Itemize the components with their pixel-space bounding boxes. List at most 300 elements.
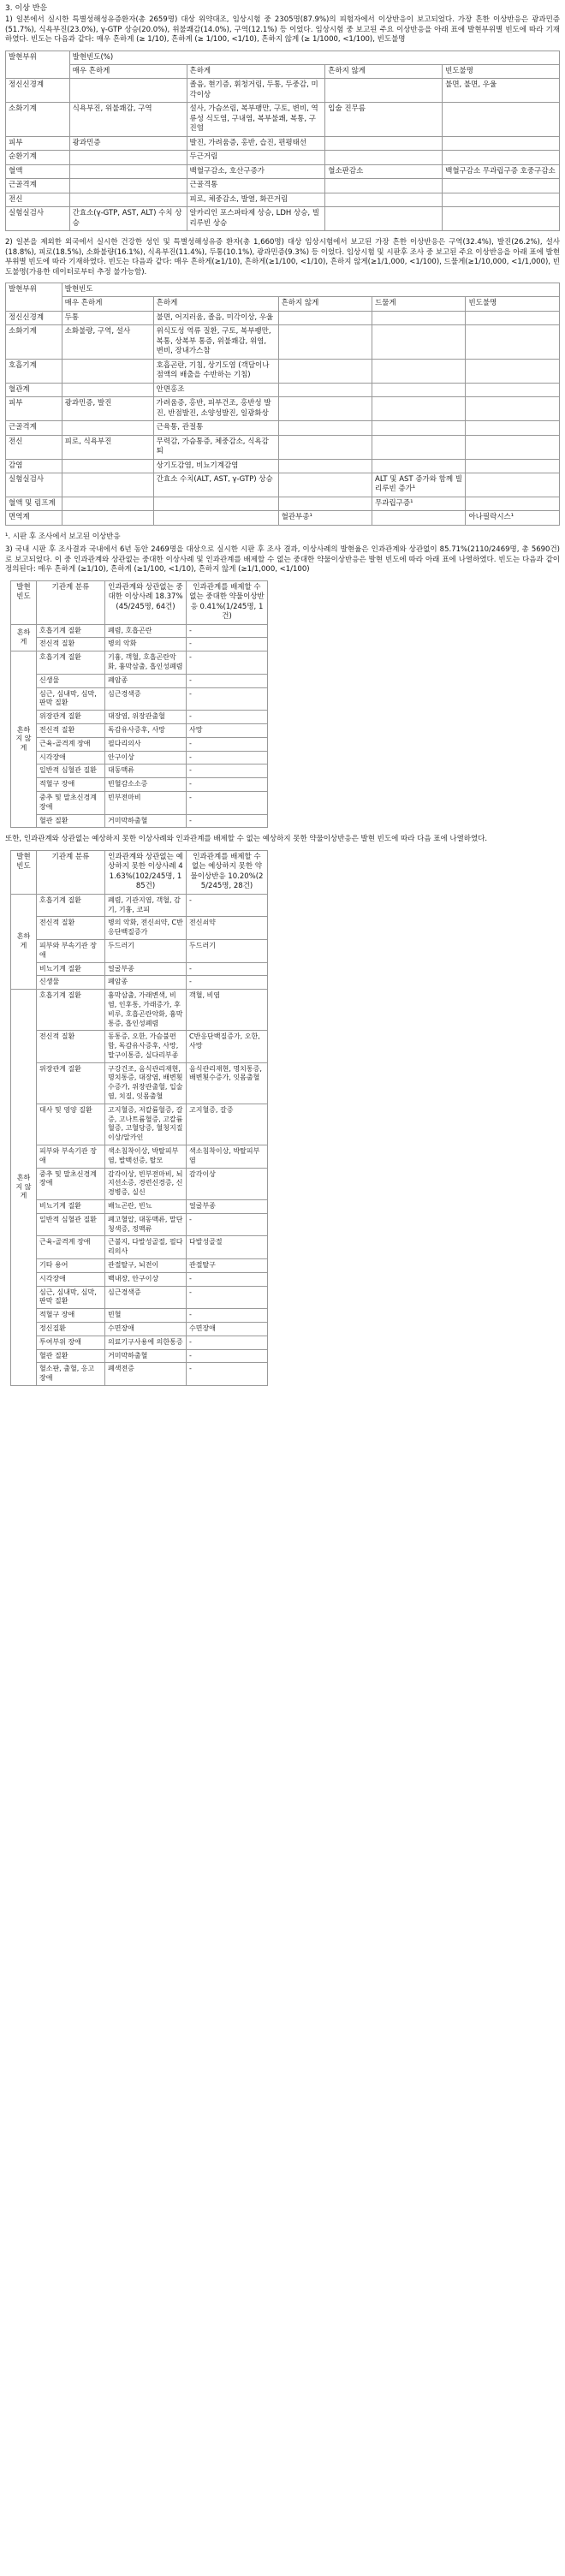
table-cell [466,397,560,421]
t2-col: 빈도불명 [466,297,560,311]
table-cell [372,511,466,525]
table-cell: 전신 [6,435,62,459]
table-cell [325,151,443,164]
table-cell [466,459,560,473]
t3-header: 발현 빈도 [11,580,37,624]
table-cell [69,193,187,206]
table-row [6,207,560,231]
table-cell: 흉막삼출, 가래변색, 비염, 인후통, 가래증가, 후비루, 호흡곤란악화, 흉막통증, 흡인성폐렴 [105,990,187,1031]
table-cell: 심근경색증 [105,687,187,711]
table-4 [10,850,268,1386]
table-cell: - [187,711,268,724]
table-cell: 흔하게 [11,894,37,989]
table-cell: 사망 [187,724,268,738]
table-cell [153,511,278,525]
table-row [11,1236,268,1259]
t4-header: 인과관계와 상관없는 예상하지 못한 이상사례 41.63%(102/245명, 185건) [105,850,187,894]
table-row [11,638,268,651]
table-cell [69,151,187,164]
table-row [11,1272,268,1286]
table-cell: 비뇨기계 질환 [37,1200,105,1214]
table-cell: 피로, 체중감소, 발열, 화끈거림 [187,193,325,206]
table-cell: 피로, 식욕부진 [62,435,153,459]
table-cell: - [187,764,268,778]
table-cell: 폐암종 [105,674,187,687]
table-row [11,724,268,738]
table-cell: 빈혈감소소증 [105,778,187,792]
table-cell: 전신 [6,193,70,206]
t3-header: 인과관계를 배제할 수 없는 중대한 약물이상반응 0.41%(1/245명, 1건) [187,580,268,624]
table-cell: - [187,624,268,638]
table-row [11,751,268,764]
section-heading: 3. 이상 반응 [5,4,48,13]
table-cell [153,497,278,510]
t3-header: 기관계 분류 [37,580,105,624]
table-cell: 안면홍조 [153,383,278,396]
table-cell: 가려움증, 홍반, 피부건조, 홍반성 발진, 반점발진, 소양성발진, 일광화상 [153,397,278,421]
table-cell [372,435,466,459]
table-cell [466,473,560,497]
table-cell [372,359,466,383]
table-cell: 근육-골격계 장애 [37,1236,105,1259]
table-row [6,397,560,421]
table-cell: 거미막하출혈 [105,1349,187,1363]
table-row [11,1349,268,1363]
table-cell: 간효소(γ-GTP, AST, ALT) 수치 상승 [69,207,187,231]
table-cell: - [187,792,268,815]
paragraph-4: 또한, 인과관계와 상관없는 예상하지 못한 이상사례와 인과관계를 배제할 수 없는 예상하지 못한 약물이상반응은 발현 빈도에 따라 다음 표에 나열하였다. [5,835,488,844]
table-cell: 발진, 가려움증, 홍반, 습진, 편평태선 [187,136,325,150]
table-row [6,164,560,178]
table-cell: 호흡곤란, 기침, 상기도염 (객담이나 점액의 배출을 수반하는 기침) [153,359,278,383]
table-cell: 관절탈구, 뇌전이 [105,1259,187,1273]
table-row [11,792,268,815]
table-cell: 혈관계 [6,383,62,396]
table-cell: 시각장애 [37,751,105,764]
table-cell: 두드러기 [105,939,187,962]
table-cell: 무과립구증¹ [372,497,466,510]
t2-col: 드물게 [372,297,466,311]
table-cell [62,459,153,473]
table-cell: 색소침착이상, 박탈피부염 [187,1145,268,1169]
table-cell: 기흉, 객혈, 호흡곤란악화, 흉막삼출, 흡인성폐렴 [105,651,187,675]
table-cell: 피부 [6,397,62,421]
table-cell [278,435,372,459]
table-row [6,359,560,383]
table-row [6,511,560,525]
table-cell: 폐렴, 기관지염, 객혈, 감기, 기흉, 코피 [105,894,187,917]
table-cell [325,193,443,206]
table-cell: 근육통, 관절통 [153,421,278,435]
table-cell [443,179,560,193]
table-cell: - [187,638,268,651]
table-cell: 소화기계 [6,103,70,136]
table-cell [278,497,372,510]
table-cell [443,207,560,231]
table-cell: 식욕부진, 위불쾌감, 구역 [69,103,187,136]
table-cell: - [187,687,268,711]
table-cell [466,359,560,383]
table-cell: 실험실검사 [6,207,70,231]
table-cell: 심근, 심내막, 심막, 판막 질환 [37,687,105,711]
table-cell: 전신적 질환 [37,724,105,738]
table-cell: - [187,894,268,917]
table-row [11,687,268,711]
table-cell: 일반적 심혈관 질환 [37,1213,105,1236]
table-row [11,814,268,828]
table-cell: - [187,751,268,764]
table-cell: 광과민증, 발진 [62,397,153,421]
table-cell: 색소침착이상, 박탈피부염, 발백선증, 탈모 [105,1145,187,1169]
table-cell: 호흡기계 질환 [37,624,105,638]
table-cell: - [187,778,268,792]
table-cell [278,383,372,396]
table-cell: 소화기계 [6,325,62,359]
table-cell: 시각장애 [37,1272,105,1286]
table-row [11,1336,268,1349]
table-cell: 혈액 및 림프계 [6,497,62,510]
table-cell [278,473,372,497]
table-row [6,311,560,324]
table-3 [10,580,268,829]
table-cell [278,325,372,359]
table-cell: 폐고혈압, 대동맥류, 말단청색증, 정맥류 [105,1213,187,1236]
table-cell [69,164,187,178]
table-cell: 비뇨기계 질환 [37,962,105,976]
table-cell [62,421,153,435]
table-cell: 근골격계 [6,179,70,193]
table-cell [443,103,560,136]
table-row [6,103,560,136]
table-cell: 백혈구감소 무과립구증 호중구감소 [443,164,560,178]
table-cell: 광과민증 [69,136,187,150]
t1-header-site: 발현부위 [6,51,70,79]
table-cell: 혈관 질환 [37,1349,105,1363]
table-cell: 배뇨곤란, 빈뇨 [105,1200,187,1214]
table-cell: 감염 [6,459,62,473]
paragraph-2: 2) 일본을 제외한 외국에서 실시한 건강한 성인 및 특별성해성유증 환자(총 1,660명) 대상 임상시험에서 보고된 가장 흔한 이상반응은 구역(32.4%), 발진(26.2%), 설사(18.8%), 피로(18.5%), 소화불량(16.1%), 식욕부진(11.4%), 두통(10.1%), 광과민증(9.3%) 등 이었다. 임상시험 및 시판후 조사 중 보고된 주요 이상반응을 아래 표에 발현부위별 빈도에 따라 기재하였다. 빈도는 다음과 같다: 매우 흔하게(≥1/10), 흔하게(≥1/100, <1/10), 흔하지 않게(≥1/1,000, <1/100), 드물게(≥1/10,000, <1/1,000), 빈도불명(가용한 데이터로부터 추정 불가능함). [5,238,560,277]
table-cell: 폐색전증 [105,1363,187,1386]
t2-col: 매우 흔하게 [62,297,153,311]
table-cell: 폐렴, 호흡곤란 [105,624,187,638]
table-row [6,421,560,435]
t1-col: 흔하게 [187,65,325,79]
table-cell [443,151,560,164]
table-cell: 근골격통 [187,179,325,193]
table-cell: 심근, 심내막, 심막, 판막 질환 [37,1286,105,1309]
table-cell: 필다리의사 [105,737,187,751]
table-row [11,1309,268,1323]
t4-header: 기관계 분류 [37,850,105,894]
table-cell [466,311,560,324]
table-row [6,151,560,164]
table-row [11,976,268,990]
table-cell: 대장염, 위장관출혈 [105,711,187,724]
table-cell: C반응단백질증가, 오한, 사망 [187,1031,268,1062]
table-row [11,651,268,675]
table-cell: - [187,1309,268,1323]
table-row [11,1104,268,1145]
table-cell: 의료기구사용에 의한통증 [105,1336,187,1349]
table-cell [443,193,560,206]
table-cell [62,359,153,383]
t1-col: 매우 흔하게 [69,65,187,79]
table-cell: 수면장애 [105,1323,187,1336]
table-cell: 근불지, 다발성골절, 필다리의사 [105,1236,187,1259]
table-cell: 간효소 수치(ALT, AST, γ-GTP) 상승 [153,473,278,497]
paragraph-1: 1) 일본에서 실시한 특별성해성유증환자(총 2659명) 대상 위약대조, 임상시험 중 2305명(87.9%)의 피험자에서 이상반응이 보고되었다. 가장 흔한 이상반응은 광과민증(51.7%), 식욕부진(23.0%), γ-GTP 상승(20.0%), 위불쾌감(14.0%), 구역(12.1%) 등 이었다. 임상시험 중 보고된 주요 이상반응을 아래 표에 발현부위별 빈도에 따라 기재하였다. 빈도는 다음과 같다: 매우 흔하게 (≥ 1/10), 흔하게 (≥ 1/100, <1/10), 흔하지 않게 (≥ 1/1000, <1/100), 빈도불명 [5,15,560,45]
table-cell [62,511,153,525]
table-cell [372,383,466,396]
table-cell [62,383,153,396]
table-cell: - [187,1286,268,1309]
table-cell: 위장관계 질환 [37,711,105,724]
table-row [11,1259,268,1273]
table-row [6,459,560,473]
table-cell [62,497,153,510]
table-cell: 혈소판, 출혈, 응고 장애 [37,1363,105,1386]
table-cell: 병의 악화, 전신쇠약, C반응단백질증가 [105,917,187,940]
table-cell: 고지혈증, 갈증 [187,1104,268,1145]
table-cell: 정신신경계 [6,79,70,103]
table-cell: - [187,1349,268,1363]
table-cell [372,421,466,435]
table-cell: 위식도성 역류 질환, 구토, 복부팽만, 복통, 상복부 통증, 위불쾌감, 위염, 변비, 장내가스참 [153,325,278,359]
table-cell: 투여부위 장애 [37,1336,105,1349]
table-cell: 졸음, 현기증, 휘청거림, 두통, 두중감, 미각이상 [187,79,325,103]
table-row [11,1145,268,1169]
table-cell: 무력감, 가슴통증, 체중감소, 식욕감퇴 [153,435,278,459]
table-row [11,1286,268,1309]
table-cell: 감각이상, 빈부전마비, 뇌지선소증, 경련신경증, 신경병증, 실신 [105,1168,187,1199]
table-cell: 중추 및 말초신경계 장애 [37,1168,105,1199]
table-cell: 객혈, 비염 [187,990,268,1031]
table-cell: 혈소판감소 [325,164,443,178]
table-cell [278,359,372,383]
table-cell [372,459,466,473]
table-cell: - [187,1272,268,1286]
table-cell: 아나필락시스¹ [466,511,560,525]
table-cell [325,179,443,193]
table-cell: 두근거림 [187,151,325,164]
table-cell [62,473,153,497]
table-row [11,778,268,792]
table-row [6,79,560,103]
table-row [11,711,268,724]
table-row [11,1168,268,1199]
t1-col: 빈도불명 [443,65,560,79]
table-cell: 근골격계 [6,421,62,435]
table-cell: 호흡기계 [6,359,62,383]
table-cell [325,136,443,150]
table-cell: 중추 및 말초신경계 장애 [37,792,105,815]
table-1 [5,51,560,232]
table-cell: 적혈구 장애 [37,778,105,792]
table-cell: 거미막하출혈 [105,814,187,828]
table-row [11,962,268,976]
table-cell: 관절탈구 [187,1259,268,1273]
table-cell: 흔하지 않게 [11,990,37,1386]
table-cell: 수면장애 [187,1323,268,1336]
table-cell [466,435,560,459]
table-cell: 폐암종 [105,976,187,990]
table-row [11,939,268,962]
table-cell: 피부와 부속기관 장애 [37,1145,105,1169]
table-row [6,435,560,459]
table-row [11,764,268,778]
table-cell: 안구이상 [105,751,187,764]
table-cell: 심근경색증 [105,1286,187,1309]
table-cell: 독감유사증후, 사망 [105,724,187,738]
table-cell: 실험실검사 [6,473,62,497]
table-row [6,136,560,150]
table-cell: 얼굴부종 [187,1200,268,1214]
table-cell [278,459,372,473]
table-cell [372,325,466,359]
table-cell: - [187,737,268,751]
table-cell: 음식관리재현, 명치통증, 배변횟수증가, 잇몸출혈 [187,1062,268,1104]
table-cell: 혈관 질환 [37,814,105,828]
t2-header-freq: 발현빈도 [62,283,559,296]
table-cell: 빈부전마비 [105,792,187,815]
table-cell: - [187,1213,268,1236]
table-cell: 얼굴부종 [105,962,187,976]
table-cell: - [187,976,268,990]
t2-header-site: 발현부위 [6,283,62,311]
table-cell: 대동맥류 [105,764,187,778]
table-cell: 신생물 [37,976,105,990]
table-cell [372,311,466,324]
table-cell: 두드러기 [187,939,268,962]
t2-col: 흔하게 [153,297,278,311]
table-cell [278,397,372,421]
table-cell [466,421,560,435]
table-cell: - [187,962,268,976]
t2-col: 흔하지 않게 [278,297,372,311]
t3-header: 인과관계와 상관없는 중대한 이상사례 18.37%(45/245명, 64건) [105,580,187,624]
table-cell: 대사 및 영양 질환 [37,1104,105,1145]
table-cell [278,311,372,324]
table-cell: 신생물 [37,674,105,687]
table-row [11,990,268,1031]
table-cell: 병의 악화 [105,638,187,651]
table-cell: 빈혈 [105,1309,187,1323]
table-cell: 알카리인 포스파타제 상승, LDH 상승, 빌리루빈 상승 [187,207,325,231]
table-cell: - [187,814,268,828]
table-cell [325,207,443,231]
table-cell [69,79,187,103]
table-cell: 고지혈증, 저칼륨혈증, 갈증, 고나트륨혈증, 고칼륨혈증, 고혈당증, 혈청지질 이상/알카인 [105,1104,187,1145]
table-cell: 적혈구 장애 [37,1309,105,1323]
table-row [11,737,268,751]
table-cell: 백혈구감소, 호산구증가 [187,164,325,178]
table-cell: 호흡기계 질환 [37,894,105,917]
table-cell: 전신적 질환 [37,917,105,940]
table-cell: 혈액 [6,164,70,178]
table-cell: 정신질환 [37,1323,105,1336]
table-row [11,624,268,638]
footnote: ¹. 시판 후 조사에서 보고된 이상반응 [5,532,121,541]
table-cell: 불면, 어지러움, 졸음, 미각이상, 우울 [153,311,278,324]
table-cell: 전신적 질환 [37,638,105,651]
table-cell: 다발성골절 [187,1236,268,1259]
table-row [11,894,268,917]
table-cell: 일반적 심혈관 질환 [37,764,105,778]
table-cell: 호흡기계 질환 [37,651,105,675]
table-cell: - [187,674,268,687]
table-cell: 상기도감염, 비뇨기계감염 [153,459,278,473]
table-cell [278,421,372,435]
table-row [11,1323,268,1336]
table-cell: 감각이상 [187,1168,268,1199]
table-cell: 면역계 [6,511,62,525]
t1-col: 흔하지 않게 [325,65,443,79]
table-cell: 정신신경계 [6,311,62,324]
table-cell: 설사, 가슴쓰림, 복부팽만, 구토, 변비, 역류성 식도염, 구내염, 복부불쾌, 복통, 구진염 [187,103,325,136]
table-2 [5,283,560,526]
table-cell [325,79,443,103]
t4-header: 인과관계를 배제할 수 없는 예상하지 못한 약물이상반응 10.20%(25/245명, 28건) [187,850,268,894]
table-cell: 전신적 질환 [37,1031,105,1062]
table-cell [466,325,560,359]
table-cell: 피부와 부속기관 장애 [37,939,105,962]
table-cell [69,179,187,193]
t4-header: 발현 빈도 [11,850,37,894]
table-cell [443,136,560,150]
t1-header-freq: 발현빈도(%) [69,51,559,64]
table-cell: 피부 [6,136,70,150]
table-cell: 백내장, 안구이상 [105,1272,187,1286]
table-cell [466,497,560,510]
table-cell: 전신쇠약 [187,917,268,940]
table-cell: - [187,1363,268,1386]
table-row [6,325,560,359]
table-cell: 혈관부종¹ [278,511,372,525]
table-cell: 구강건조, 음식관리재현, 명치통증, 대장염, 배변횟수증가, 위장관출혈, 입술염, 치질, 잇몸출혈 [105,1062,187,1104]
table-cell: 두통 [62,311,153,324]
table-cell: 흔하지 않게 [11,651,37,828]
table-row [11,674,268,687]
table-cell: ALT 및 AST 증가와 함께 빌리루빈 증가¹ [372,473,466,497]
table-row [6,383,560,396]
table-cell: 근육-골격계 장애 [37,737,105,751]
table-cell: 순환기계 [6,151,70,164]
table-cell [466,383,560,396]
table-row [11,1062,268,1104]
table-cell: 불면, 불면, 우울 [443,79,560,103]
table-cell: 흔하게 [11,624,37,651]
table-cell: 소화불량, 구역, 설사 [62,325,153,359]
table-row [6,497,560,510]
table-row [6,193,560,206]
table-cell: 기타 용어 [37,1259,105,1273]
table-cell: - [187,1336,268,1349]
table-row [11,1031,268,1062]
table-cell: 위장관계 질환 [37,1062,105,1104]
table-row [11,1363,268,1386]
table-cell [372,397,466,421]
table-row [6,473,560,497]
table-row [11,917,268,940]
table-cell: - [187,651,268,675]
table-row [11,1200,268,1214]
table-row [6,179,560,193]
table-cell: 호흡기계 질환 [37,990,105,1031]
table-cell: 동통증, 오한, 가슴불편함, 독감유사증후, 사망, 말구이통증, 실다리부종 [105,1031,187,1062]
paragraph-3: 3) 국내 시판 후 조사결과 국내에서 6년 동안 2469명을 대상으로 실시한 시판 후 조사 결과, 이상사례의 발현율은 인과관계와 상관없이 85.71%(2110/2469명, 총 5690건)로 보고되었다. 이 중 인과관계와 상관없는 중대한 이상사례 및 인과관계를 배제할 수 없는 중대한 약물이상반응은 발현 빈도에 따라 아래 표에 나열하였다. 빈도는 다음과 같이 정의된다: 매우 흔하게 (≥1/10), 흔하게 (≥1/100, <1/10), 흔하지 않게 (≥1/1,000, <1/100) [5,545,560,574]
table-cell: 입술 진무름 [325,103,443,136]
table-row [11,1213,268,1236]
